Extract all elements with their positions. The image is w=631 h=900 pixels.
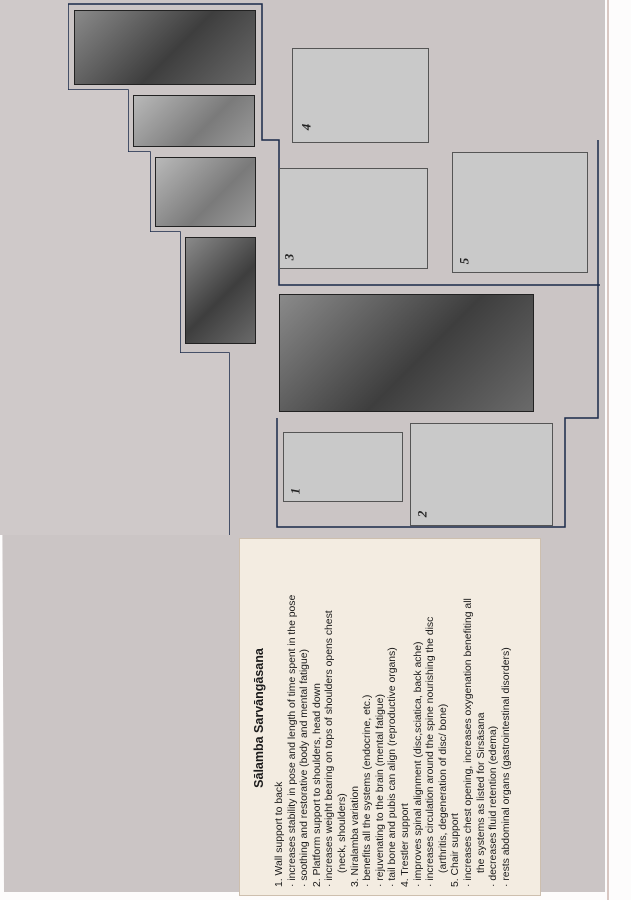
sketch-3-niralamba <box>279 168 428 269</box>
sketch-number: 5 <box>456 257 472 265</box>
description-box <box>239 538 541 896</box>
description-line: · rejuvenating to the brain (mental fatigue) <box>374 694 386 887</box>
description-lines <box>274 549 513 887</box>
description-line: · increases stability in pose and length of time spent in the pose <box>286 594 298 887</box>
sketch-4-trestler <box>292 48 429 143</box>
sketch-2-platform <box>410 423 553 526</box>
description-line: · rests abdominal organs (gastrointestinal disorders) <box>500 647 512 887</box>
description-line: · increases weight bearing on tops of shoulders opens chest <box>324 610 336 887</box>
sketch-number: 1 <box>287 487 303 495</box>
sketch-number: 4 <box>298 123 314 131</box>
photo-niralamba <box>279 294 534 412</box>
description-line: · soothing and restorative (body and mental fatigue) <box>299 649 311 887</box>
photo-wall-support-2 <box>133 95 255 147</box>
sketch-5-chair <box>452 152 588 273</box>
sketch-1-wall <box>283 432 403 502</box>
description-line: (neck, shoulders) <box>336 793 348 873</box>
description-line: · improves spinal alignment (disc,sciatica, back ache) <box>412 641 424 887</box>
description-line: · tail bone and pubis can align (reproductive organs) <box>387 647 399 887</box>
description-line: the systems as listed for Sirsāsana <box>475 712 487 873</box>
description-line: 1. Wall support to back <box>274 781 285 887</box>
description-title: Sālamba Sarvāngāsana <box>252 648 266 788</box>
description-line: · benefits all the systems (endocrine, etc.) <box>362 694 374 887</box>
description-line: 5. Chair support <box>450 813 462 887</box>
photo-wall-support-4 <box>185 237 256 344</box>
description-line: · increases circulation around the spine nourishing the disc <box>425 616 437 887</box>
sketch-number: 3 <box>281 253 297 261</box>
photo-wall-support-3 <box>155 157 256 227</box>
description-line: 2. Platform support to shoulders, head down <box>311 683 323 887</box>
description-line: · increases chest opening, increases oxygenation benefiting all <box>462 598 474 887</box>
photo-wall-support-1 <box>74 10 256 85</box>
description-line: · decreases fluid retention (edema) <box>488 725 500 887</box>
description-line: 4. Trestler support <box>399 803 411 887</box>
description-line: 3. Niralamba variation <box>349 785 361 887</box>
description-line: (arthritis, degeneration of disc/ bone) <box>437 703 449 873</box>
sketch-number: 2 <box>414 510 430 518</box>
